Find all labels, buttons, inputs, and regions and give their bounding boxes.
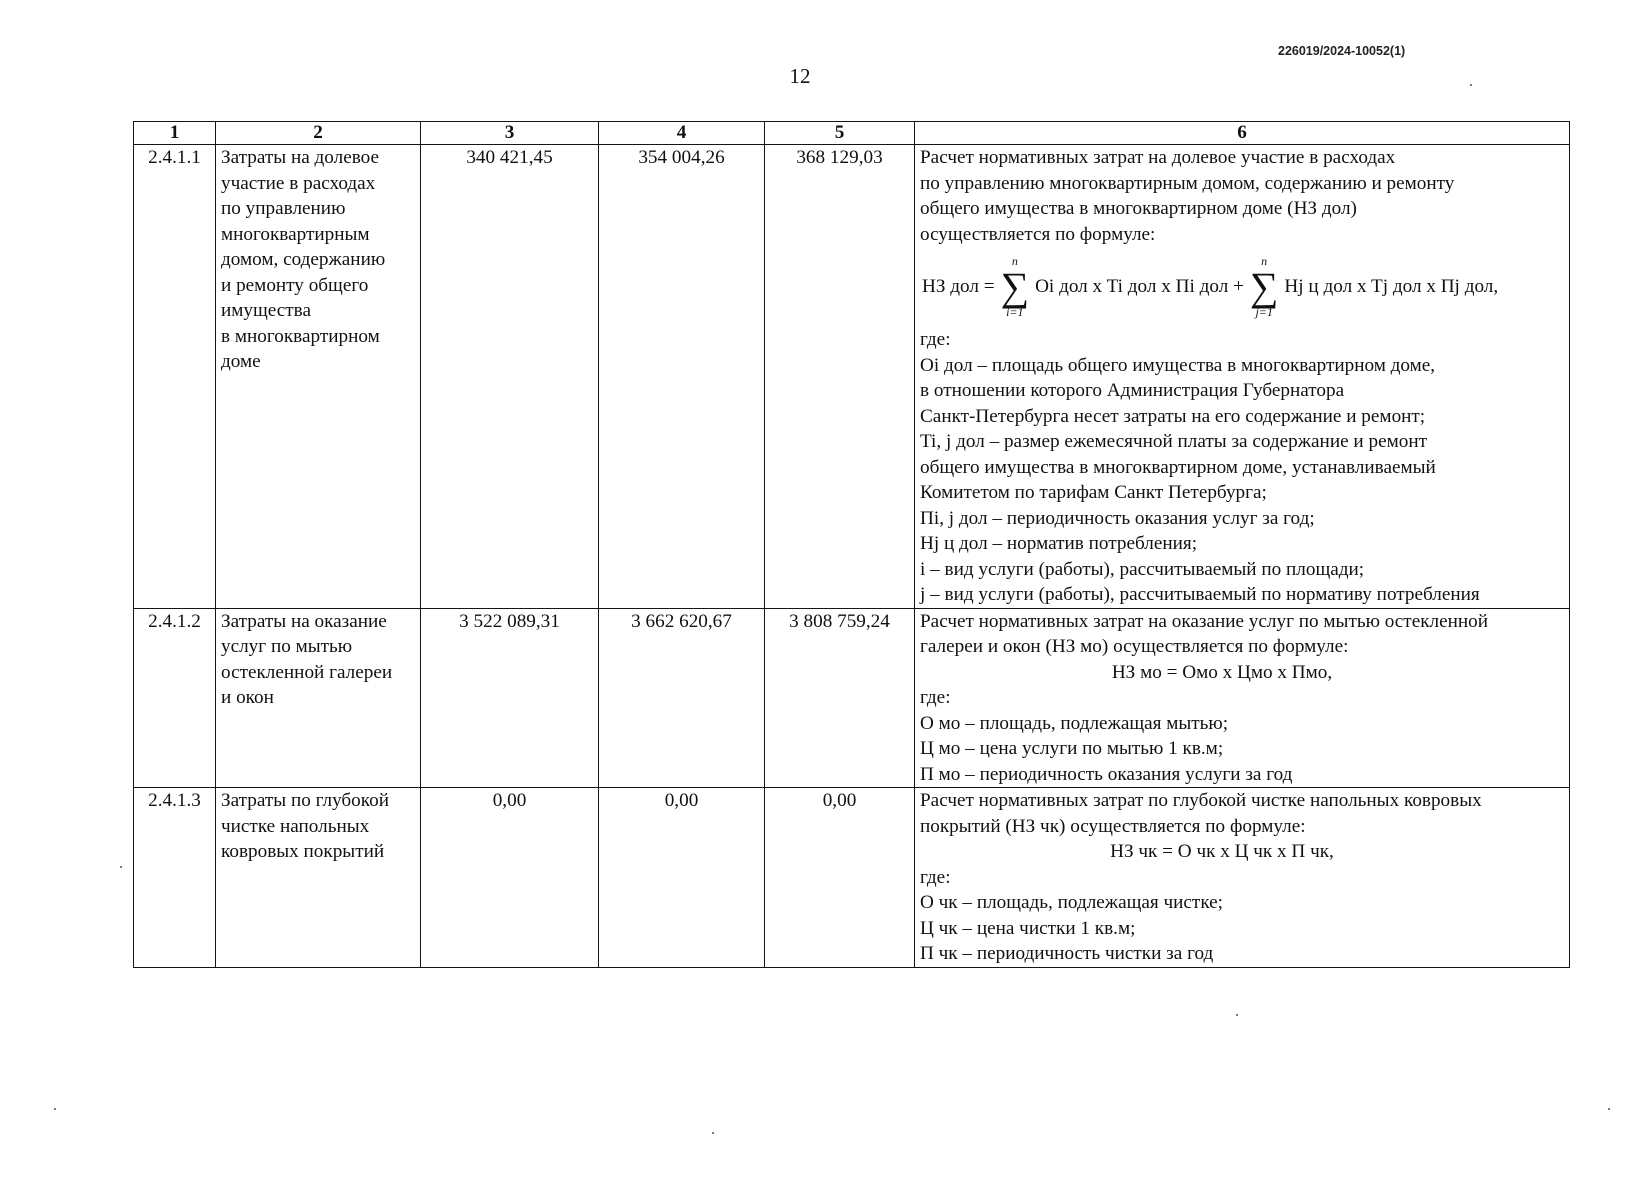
name-line: доме [221, 351, 261, 372]
sum-upper-limit: n [1261, 254, 1268, 268]
name-line: домом, содержанию [221, 249, 386, 270]
column-header: 2 [216, 122, 421, 145]
table-row [134, 145, 1570, 609]
summation-formula [920, 247, 1564, 327]
column-header: 6 [915, 122, 1570, 145]
name-line: и ремонту общего [221, 274, 369, 296]
desc-line: по управлению многоквартирным домом, содержанию и ремонту [920, 172, 1455, 194]
sum-lower-limit: j=1 [1255, 305, 1273, 319]
desc-line: осуществляется по формуле: [920, 223, 1156, 245]
desc-line: П чк – периодичность чистки за год [920, 943, 1214, 964]
desc-line: Oi дол – площадь общего имущества в многоквартирном доме, [920, 354, 1436, 376]
name-line: чистке напольных [221, 815, 370, 837]
name-line: ковровых покрытий [221, 841, 385, 862]
sigma-icon: n ∑ i=1 [1000, 254, 1030, 319]
name-line: и окон [221, 687, 274, 708]
document-registration-number: 226019/2024-10052(1) [1278, 44, 1406, 58]
desc-line: j – вид услуги (работы), рассчитываемый по нормативу потребления [920, 584, 1480, 605]
desc-line: Санкт-Петербурга несет затраты на его содержание и ремонт; [920, 405, 1426, 427]
desc-line: Расчет нормативных затрат на долевое участие в расходах [920, 147, 1396, 168]
name-line: имущества [221, 300, 311, 321]
column-header: 3 [421, 122, 599, 145]
desc-line: где: [920, 866, 951, 888]
name-line: Затраты на оказание [221, 610, 387, 632]
desc-line: Комитетом по тарифам Санкт Петербурга; [920, 482, 1267, 503]
calculation-description [915, 788, 1570, 968]
desc-line: в отношении которого Администрация Губернатора [920, 380, 1345, 401]
column-header: 5 [765, 122, 915, 145]
desc-line: покрытий (НЗ чк) осуществляется по формуле: [920, 815, 1306, 837]
name-line: по управлению [221, 198, 346, 219]
table-row [134, 788, 1570, 968]
page-number: 12 [789, 64, 811, 88]
sigma-icon: n ∑ j=1 [1249, 254, 1279, 319]
formula-term: Hj ц дол x Tj дол x Пj дол, [1284, 276, 1499, 298]
formula-term: Oi дол x Ti дол x Пi дол + [1035, 276, 1244, 298]
value-year-1: 0,00 [421, 788, 599, 968]
value-year-1: 340 421,45 [421, 145, 599, 609]
name-line: Затраты по глубокой [221, 790, 389, 811]
desc-line: общего имущества в многоквартирном доме (НЗ дол) [920, 198, 1357, 219]
value-year-1: 3 522 089,31 [421, 608, 599, 788]
sum-upper-limit: n [1011, 254, 1018, 268]
formula-lhs: НЗ дол = [922, 276, 995, 298]
name-line: Затраты на долевое [221, 147, 379, 168]
desc-line: П мо – периодичность оказания услуги за год [920, 763, 1293, 785]
calculation-description [915, 145, 1570, 609]
row-code: 2.4.1.1 [134, 145, 216, 609]
scan-speck [712, 1132, 714, 1134]
value-year-3: 0,00 [765, 788, 915, 968]
value-year-2: 354 004,26 [599, 145, 765, 609]
desc-line: где: [920, 329, 951, 350]
table-header-row [134, 122, 1570, 145]
scan-speck [1470, 84, 1472, 86]
calculation-description [915, 608, 1570, 788]
desc-line: Hj ц дол – норматив потребления; [920, 533, 1198, 554]
row-code: 2.4.1.2 [134, 608, 216, 788]
desc-line: Ц чк – цена чистки 1 кв.м; [920, 917, 1136, 939]
sum-lower-limit: i=1 [1006, 305, 1024, 319]
name-line: услуг по мытью [221, 636, 353, 657]
scan-speck [120, 866, 122, 868]
scan-speck [1608, 1108, 1610, 1110]
desc-line: Пi, j дол – периодичность оказания услуг за год; [920, 507, 1315, 529]
name-line: многоквартирным [221, 223, 370, 245]
column-header: 1 [134, 122, 216, 145]
value-year-2: 0,00 [599, 788, 765, 968]
scan-speck [1236, 1014, 1238, 1016]
value-year-3: 368 129,03 [765, 145, 915, 609]
value-year-3: 3 808 759,24 [765, 608, 915, 788]
cost-norms-table [133, 121, 1570, 968]
name-line: остекленной галереи [221, 661, 393, 683]
desc-line: О мо – площадь, подлежащая мытью; [920, 712, 1229, 734]
scan-speck [54, 1108, 56, 1110]
desc-line: О чк – площадь, подлежащая чистке; [920, 892, 1224, 913]
desc-line: галереи и окон (НЗ мо) осуществляется по формуле: [920, 636, 1349, 657]
formula-line: НЗ чк = О чк х Ц чк х П чк, [1110, 841, 1334, 862]
row-name [216, 145, 421, 609]
row-name [216, 608, 421, 788]
row-name [216, 788, 421, 968]
name-line: участие в расходах [221, 172, 376, 194]
row-code: 2.4.1.3 [134, 788, 216, 968]
formula-line: НЗ мо = Омо х Цмо х Пмо, [1111, 661, 1333, 683]
value-year-2: 3 662 620,67 [599, 608, 765, 788]
desc-line: Ti, j дол – размер ежемесячной платы за содержание и ремонт [920, 431, 1427, 452]
desc-line: Расчет нормативных затрат на оказание услуг по мытью остекленной [920, 610, 1489, 632]
desc-line: Ц мо – цена услуги по мытью 1 кв.м; [920, 738, 1224, 759]
desc-line: i – вид услуги (работы), рассчитываемый по площади; [920, 558, 1365, 580]
desc-line: общего имущества в многоквартирном доме, устанавливаемый [920, 456, 1436, 478]
desc-line: где: [920, 687, 951, 708]
desc-line: Расчет нормативных затрат по глубокой чистке напольных ковровых [920, 790, 1482, 811]
column-header: 4 [599, 122, 765, 145]
table-row [134, 608, 1570, 788]
name-line: в многоквартирном [221, 325, 380, 347]
